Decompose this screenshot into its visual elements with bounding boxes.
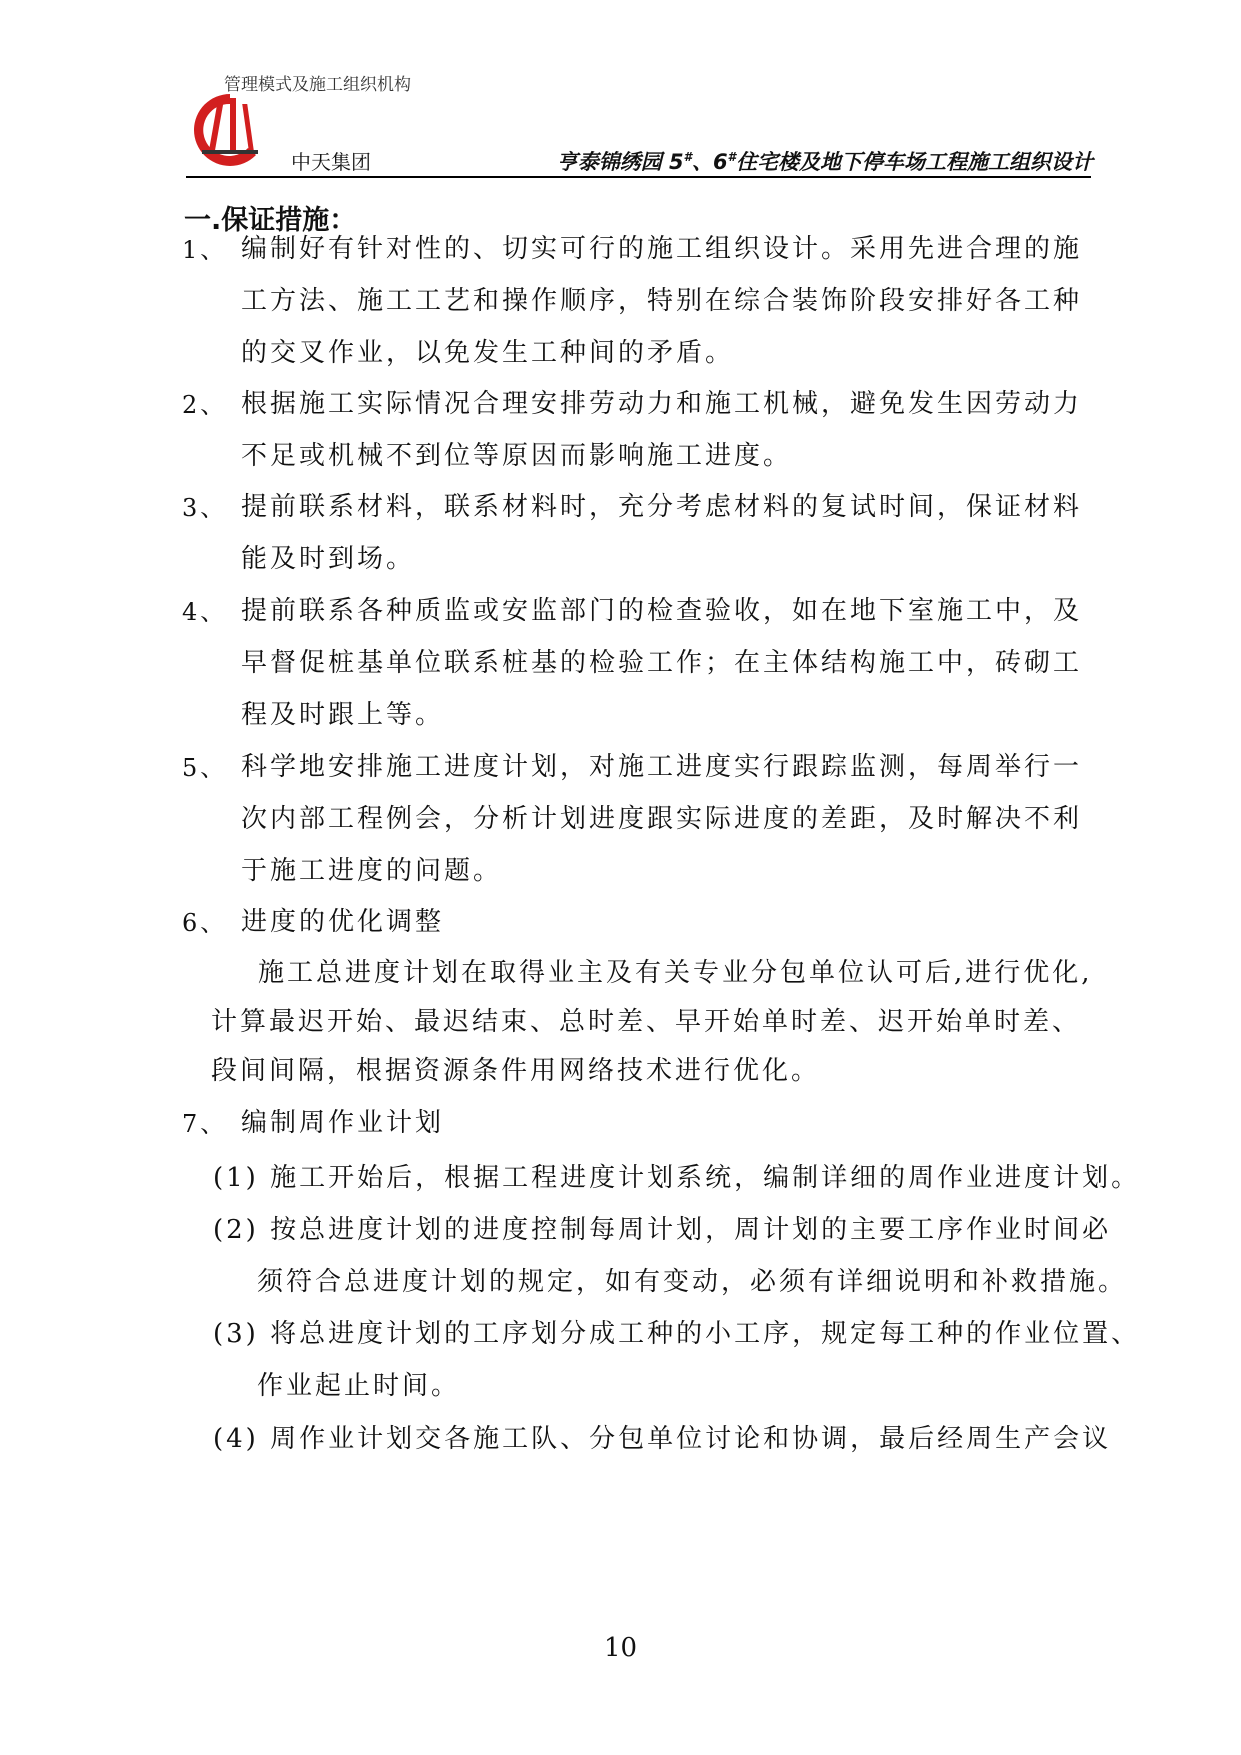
company-logo	[190, 88, 270, 168]
sub-item-line: (3) 将总进度计划的工序划分成工种的小工序，规定每工种的作业位置、	[213, 1319, 1141, 1349]
paragraph-line: 段间间隔，根据资源条件用网络技术进行优化。	[211, 1056, 821, 1086]
item-line: 工方法、施工工艺和操作顺序，特别在综合装饰阶段安排好各工种	[241, 286, 1083, 316]
item-number: 2、	[182, 391, 228, 419]
sub-item-line: 作业起止时间。	[257, 1371, 461, 1401]
section-title: 一.保证措施：	[184, 205, 357, 236]
header-section-label: 管理模式及施工组织机构	[224, 75, 411, 95]
item-line: 不足或机械不到位等原因而影响施工进度。	[241, 441, 793, 471]
header-document-title: 亨泰锦绣园 5#、6#住宅楼及地下停车场工程施工组织设计	[556, 150, 1093, 174]
item-line: 编制好有针对性的、切实可行的施工组织设计。采用先进合理的施	[241, 234, 1083, 264]
item-line: 提前联系各种质监或安监部门的检查验收，如在地下室施工中，及	[241, 596, 1083, 626]
header-company: 中天集团	[291, 150, 371, 174]
item-number: 5、	[182, 754, 228, 782]
page-number: 10	[603, 1633, 638, 1663]
item-line: 根据施工实际情况合理安排劳动力和施工机械，避免发生因劳动力	[241, 389, 1083, 419]
sub-item-line: 须符合总进度计划的规定，如有变动，必须有详细说明和补救措施。	[257, 1267, 1128, 1297]
sub-item-line: (2) 按总进度计划的进度控制每周计划，周计划的主要工序作业时间必	[213, 1215, 1112, 1245]
item-line: 能及时到场。	[241, 544, 416, 574]
item-number: 3、	[182, 494, 228, 522]
item-line: 于施工进度的问题。	[241, 856, 503, 886]
item-number: 6、	[182, 909, 228, 937]
item-line: 的交叉作业，以免发生工种间的矛盾。	[241, 338, 735, 368]
item-line: 早督促桩基单位联系桩基的检验工作；在主体结构施工中，砖砌工	[241, 648, 1083, 678]
paragraph-line: 计算最迟开始、最迟结束、总时差、早开始单时差、迟开始单时差、	[211, 1007, 1082, 1037]
item-line: 编制周作业计划	[241, 1108, 445, 1138]
item-line: 次内部工程例会，分析计划进度跟实际进度的差距，及时解决不利	[241, 804, 1083, 834]
header-rule	[186, 176, 1091, 178]
item-line: 科学地安排施工进度计划，对施工进度实行跟踪监测，每周举行一	[241, 752, 1083, 782]
item-line: 进度的优化调整	[241, 907, 445, 937]
item-line: 提前联系材料，联系材料时，充分考虑材料的复试时间，保证材料	[241, 492, 1083, 522]
sub-item-line: (4) 周作业计划交各施工队、分包单位讨论和协调，最后经周生产会议	[213, 1424, 1112, 1454]
item-line: 程及时跟上等。	[241, 700, 445, 730]
paragraph-line: 施工总进度计划在取得业主及有关专业分包单位认可后,进行优化,	[258, 958, 1093, 988]
item-number: 1、	[182, 236, 228, 264]
item-number: 7、	[182, 1110, 228, 1138]
sub-item-line: (1) 施工开始后，根据工程进度计划系统，编制详细的周作业进度计划。	[213, 1163, 1141, 1193]
item-number: 4、	[182, 598, 228, 626]
